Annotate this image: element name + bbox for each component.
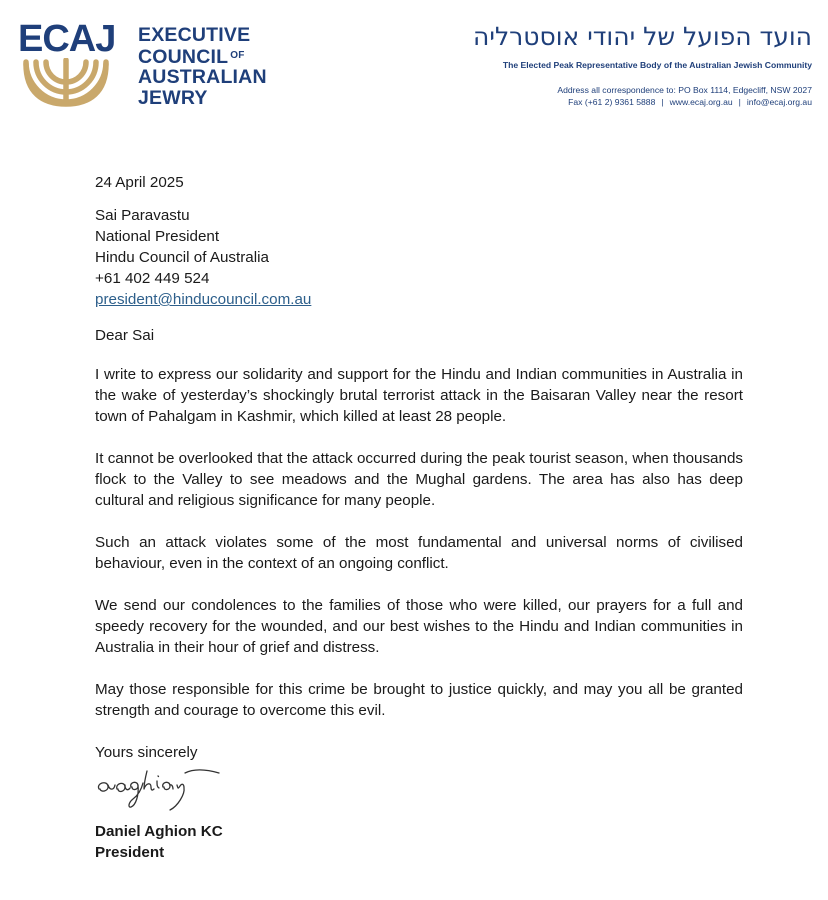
signer-name: Daniel Aghion KC xyxy=(95,823,223,840)
contact-details xyxy=(557,84,812,108)
website-link[interactable]: www.ecaj.org.au xyxy=(669,97,733,107)
letter-date: 24 April 2025 xyxy=(95,174,184,191)
recipient-name: Sai Paravastu xyxy=(95,207,190,224)
recipient-phone: +61 402 449 524 xyxy=(95,270,210,287)
ecaj-acronym-logo: ECAJ xyxy=(18,18,116,60)
letter-body xyxy=(95,172,743,863)
organisation-name xyxy=(138,25,267,108)
signer-title: President xyxy=(95,844,165,861)
paragraph: Such an attack violates some of the most fundamental and universal norms of civilised behaviour, even in the context of an ongoing conflict. xyxy=(95,534,743,572)
recipient-title: National President xyxy=(95,228,220,245)
fax-number: Fax (+61 2) 9361 5888 xyxy=(568,97,656,107)
paragraph: May those responsible for this crime be brought to justice quickly, and may you all be granted strength and courage to overcome this evil. xyxy=(95,681,743,719)
handwritten-signature xyxy=(95,765,225,817)
paragraph: I write to express our solidarity and support for the Hindu and Indian communities in Australia in the wake of yesterday’s shockingly brutal terrorist attack in the Baisaran Valley near the resort town of Pahalgam in Kashmir, which killed at least 28 people. xyxy=(95,366,743,425)
org-name-line1: EXECUTIVE xyxy=(138,24,251,46)
recipient-organisation: Hindu Council of Australia xyxy=(95,249,269,266)
org-name-line4: JEWRY xyxy=(138,86,208,109)
hebrew-org-name: הועד הפועל של יהודי אוסטרליה xyxy=(473,22,812,51)
paragraph: It cannot be overlooked that the attack occurred during the peak tourist season, when thousands flock to the Valley to see meadows and the Mughal gardens. The area has also has deep cultural and religious significance for many people. xyxy=(95,450,743,509)
tagline: The Elected Peak Representative Body of the Australian Jewish Community xyxy=(502,60,812,70)
closing: Yours sincerely xyxy=(95,744,198,761)
org-name-line2: COUNCIL $^{OF}$ xyxy=(138,45,245,68)
postal-address: Address all correspondence to: PO Box 1114, Edgecliff, NSW 2027 xyxy=(557,85,812,95)
paragraph: We send our condolences to the families of those who were killed, our prayers for a full and speedy recovery for the wounded, and our best wishes to the Hindu and Indian communities in Australia in their hour of grief and distress. xyxy=(95,597,743,656)
recipient-block xyxy=(95,205,743,310)
salutation: Dear Sai xyxy=(95,327,155,344)
org-name-line3: AUSTRALIAN xyxy=(138,66,267,88)
menorah-icon xyxy=(20,58,112,108)
recipient-email-link[interactable]: president@hinducouncil.com.au xyxy=(95,291,312,308)
contact-line: Fax (+61 2) 9361 5888 | www.ecaj.org.au | info@ecaj.org.au xyxy=(568,97,812,107)
email-link[interactable]: info@ecaj.org.au xyxy=(746,97,812,107)
